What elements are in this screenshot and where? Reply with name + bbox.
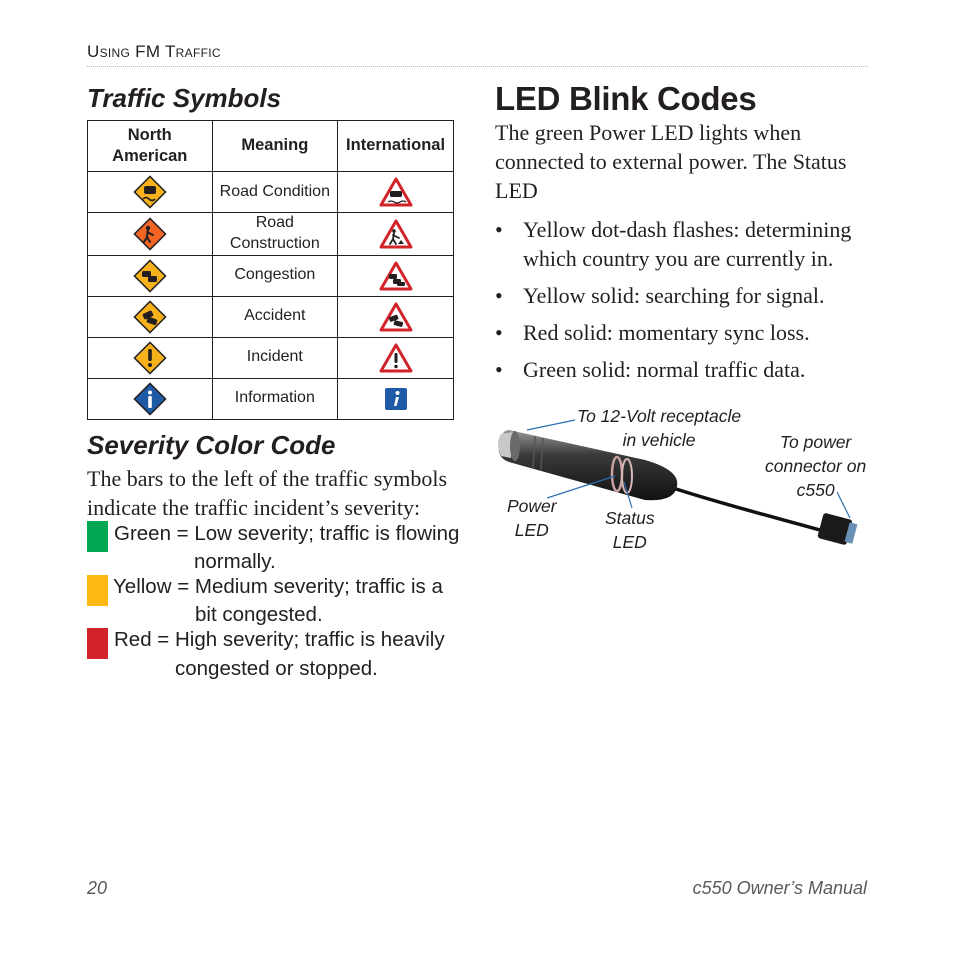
meaning-cell: Information <box>212 378 338 419</box>
caption-receptacle <box>577 404 741 452</box>
caption-line: To power <box>779 432 852 452</box>
table-row <box>88 213 454 256</box>
traffic-symbols-table <box>87 120 454 420</box>
severity-line: congested or stopped. <box>175 657 378 680</box>
column-header-international: International <box>338 121 454 172</box>
accident-na-icon <box>88 296 213 337</box>
information-intl-icon <box>338 378 454 419</box>
list-item-text: Green solid: normal traffic data. <box>523 357 806 382</box>
column-header-meaning: Meaning <box>212 121 338 172</box>
road-condition-intl-icon <box>338 172 454 213</box>
road-condition-na-icon <box>88 172 213 213</box>
caption-line: in vehicle <box>622 430 696 450</box>
congestion-intl-icon <box>338 255 454 296</box>
table-row <box>88 337 454 378</box>
severity-color-code-heading: Severity Color Code <box>87 430 336 460</box>
bullet: • <box>495 320 503 345</box>
table-row <box>88 255 454 296</box>
road-construction-intl-icon <box>338 213 454 256</box>
red-severity-swatch <box>87 628 108 659</box>
list-item-text: Red solid: momentary sync loss. <box>523 320 810 345</box>
meaning-cell: Incident <box>212 337 338 378</box>
yellow-severity-swatch <box>87 575 108 606</box>
severity-line: Green = Low severity; traffic is flowing <box>114 522 460 545</box>
list-item-text: Yellow dot-dash flashes: determining which country you are currently in. <box>523 217 852 271</box>
table-row <box>88 172 454 213</box>
led-code-list <box>495 215 875 392</box>
caption-line: connector on <box>765 456 867 476</box>
caption-connector <box>765 430 866 502</box>
caption-power-led <box>507 494 557 542</box>
column-header-north-american: North American <box>88 121 213 172</box>
led-intro: The green Power LED lights when connected to external power. The Status LED <box>495 120 847 203</box>
running-header: Using FM Traffic <box>87 42 221 61</box>
accident-intl-icon <box>338 296 454 337</box>
table-row <box>88 378 454 419</box>
meaning-cell: Road Condition <box>212 172 338 213</box>
caption-line: c550 <box>796 480 835 500</box>
bullet: • <box>495 217 503 242</box>
bullet: • <box>495 357 503 382</box>
table-header-row <box>88 121 454 172</box>
traffic-symbols-heading: Traffic Symbols <box>87 83 282 113</box>
page-number: 20 <box>87 878 108 898</box>
list-item-text: Yellow solid: searching for signal. <box>523 283 825 308</box>
header-divider <box>87 66 868 67</box>
congestion-na-icon <box>88 255 213 296</box>
severity-line: normally. <box>194 550 276 573</box>
road-construction-na-icon <box>88 213 213 256</box>
green-severity-swatch <box>87 521 108 552</box>
severity-line: Yellow = Medium severity; traffic is a <box>113 575 443 598</box>
power-cable-diagram <box>495 400 865 560</box>
caption-line: Power <box>507 496 557 516</box>
incident-intl-icon <box>338 337 454 378</box>
meaning-cell: Road Construction <box>212 213 338 256</box>
severity-intro: The bars to the left of the traffic symbols indicate the traffic incident’s severity: <box>87 466 448 520</box>
severity-line: Red = High severity; traffic is heavily <box>114 628 445 651</box>
list-item <box>495 281 875 310</box>
manual-title: c550 Owner’s Manual <box>692 878 867 898</box>
caption-line: LED <box>514 520 549 540</box>
meaning-cell: Congestion <box>212 255 338 296</box>
table-row <box>88 296 454 337</box>
severity-line: bit congested. <box>195 603 323 626</box>
meaning-cell: Accident <box>212 296 338 337</box>
caption-line: To 12-Volt receptacle <box>577 406 742 426</box>
list-item <box>495 318 875 347</box>
led-blink-codes-heading: LED Blink Codes <box>495 80 757 117</box>
information-na-icon <box>88 378 213 419</box>
caption-line: Status <box>605 508 655 528</box>
bullet: • <box>495 283 503 308</box>
caption-line: LED <box>612 532 647 552</box>
incident-na-icon <box>88 337 213 378</box>
list-item <box>495 355 875 384</box>
caption-status-led <box>605 506 655 554</box>
list-item <box>495 215 875 273</box>
